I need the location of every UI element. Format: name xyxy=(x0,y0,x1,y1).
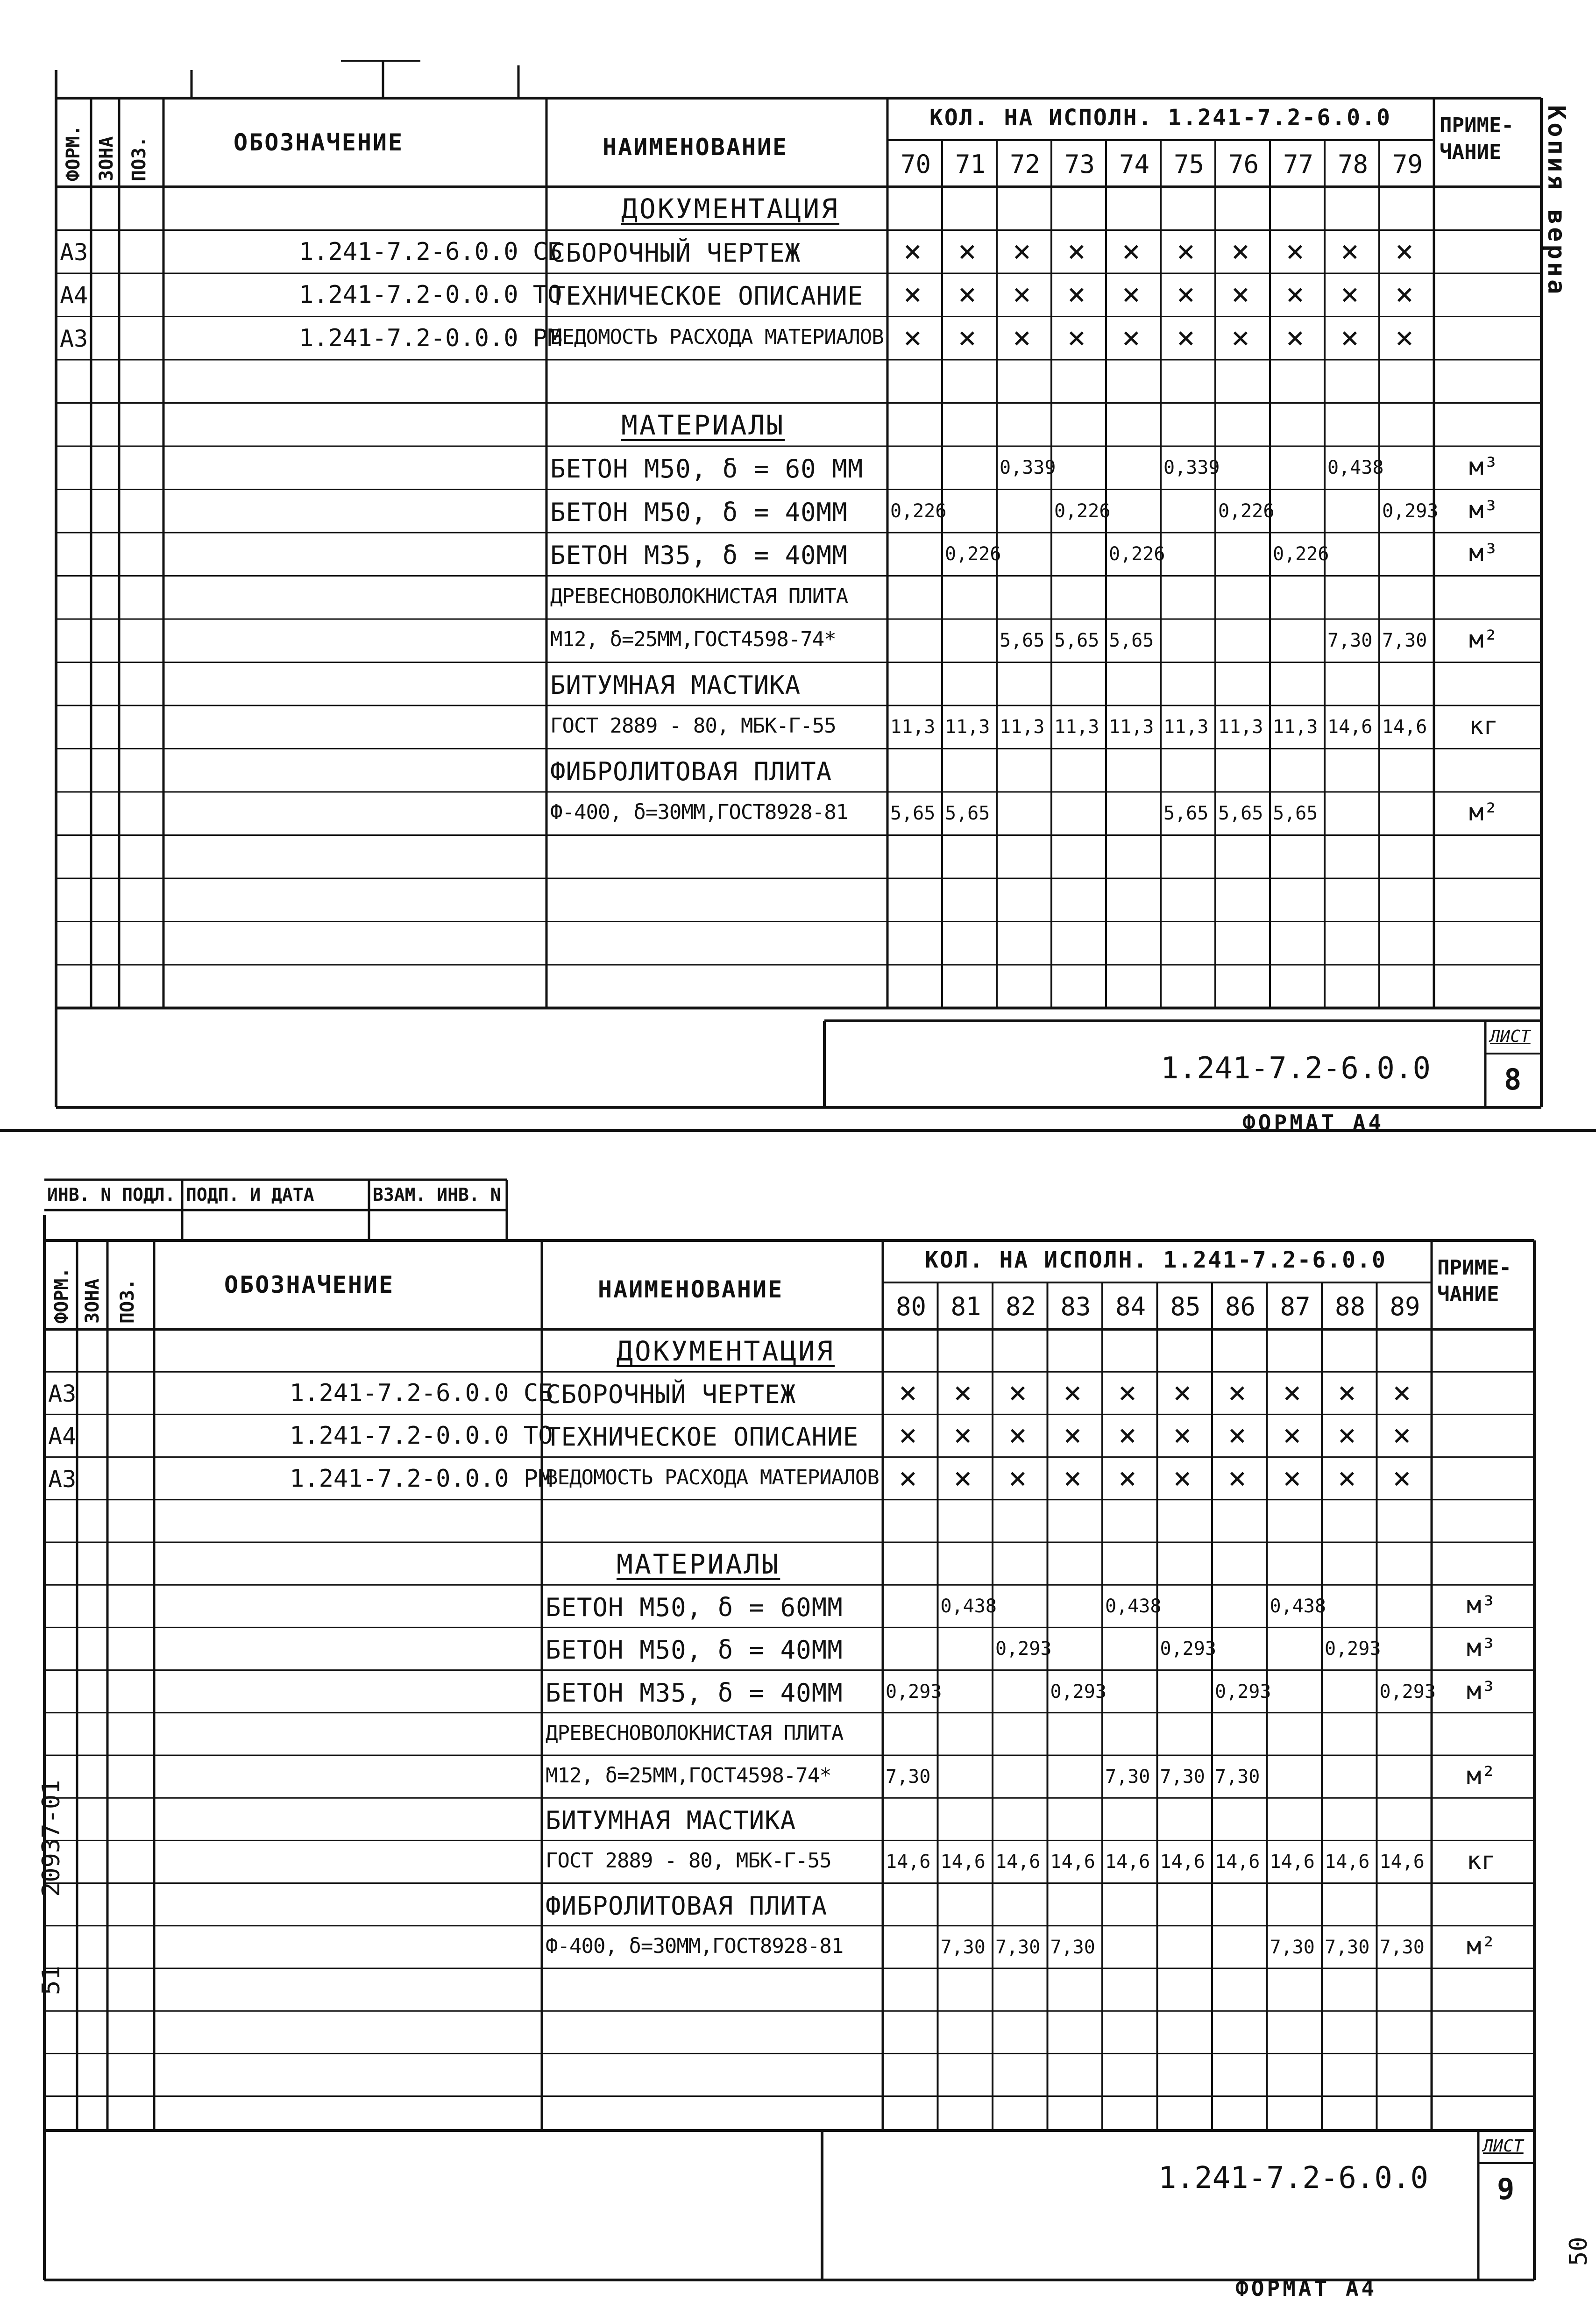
qty-value: 5,65 xyxy=(890,803,936,824)
row-form: А3 xyxy=(48,1380,77,1408)
row-designation: 1.241-7.2-6.0.0 СБ xyxy=(290,1379,553,1408)
header-zone: ЗОНА xyxy=(96,136,117,181)
row-name: ВЕДОМОСТЬ РАСХОДА МАТЕРИАЛОВ xyxy=(546,1465,879,1489)
qty-value: 0,438 xyxy=(1270,1596,1326,1617)
row-form: А4 xyxy=(60,282,88,309)
qty-value: 11,3 xyxy=(1218,716,1263,738)
mark-cross: × xyxy=(1395,319,1414,356)
qty-value: 11,3 xyxy=(1273,716,1318,738)
row-unit: м² xyxy=(1467,1932,1496,1960)
row-name: БЕТОН М50, δ = 60ММ xyxy=(546,1593,843,1623)
qty-value: 14,6 xyxy=(1160,1851,1205,1873)
row-unit: м³ xyxy=(1467,1634,1496,1662)
qty-value: 5,65 xyxy=(1054,630,1099,651)
mark-cross: × xyxy=(899,1417,917,1453)
header-pos: ПОЗ. xyxy=(128,136,150,181)
row-name: БИТУМНАЯ МАСТИКА xyxy=(546,1806,796,1836)
top-label-2: ВЗАМ. ИНВ. N xyxy=(373,1184,501,1205)
header-form: ФОРМ. xyxy=(51,1267,72,1324)
qty-value: 5,65 xyxy=(945,803,990,824)
variant-col-83: 83 xyxy=(1060,1292,1091,1321)
mark-cross: × xyxy=(1283,1417,1302,1453)
mark-cross: × xyxy=(1228,1375,1247,1411)
mark-cross: × xyxy=(903,233,922,269)
row-name: ФИБРОЛИТОВАЯ ПЛИТА xyxy=(550,756,832,786)
row-form: А3 xyxy=(60,238,88,266)
row-name: ФИБРОЛИТОВАЯ ПЛИТА xyxy=(546,1891,828,1921)
mark-cross: × xyxy=(1395,276,1414,312)
row-name: СБОРОЧНЫЙ ЧЕРТЕЖ xyxy=(546,1380,796,1410)
section-heading: МАТЕРИАЛЫ xyxy=(621,409,785,441)
stamp-code: 1.241-7.2-6.0.0 xyxy=(1158,2161,1428,2195)
mark-cross: × xyxy=(1122,276,1141,312)
variant-col-77: 77 xyxy=(1283,150,1314,179)
stamp-code: 1.241-7.2-6.0.0 xyxy=(1161,1051,1431,1086)
mark-cross: × xyxy=(1395,233,1414,269)
qty-value: 7,30 xyxy=(1215,1766,1260,1788)
qty-value: 5,65 xyxy=(1273,803,1318,824)
header-qty-title: КОЛ. НА ИСПОЛН. 1.241-7.2-6.0.0 xyxy=(925,1247,1387,1273)
qty-value: 0,293 xyxy=(1050,1681,1107,1703)
qty-value: 11,3 xyxy=(1000,716,1045,738)
header-qty-title: КОЛ. НА ИСПОЛН. 1.241-7.2-6.0.0 xyxy=(929,105,1391,131)
header-pos: ПОЗ. xyxy=(117,1278,138,1324)
mark-cross: × xyxy=(953,1460,972,1496)
variant-col-85: 85 xyxy=(1170,1292,1201,1321)
mark-cross: × xyxy=(1008,1417,1027,1453)
qty-value: 14,6 xyxy=(1382,716,1427,738)
header-note: ПРИМЕ-ЧАНИЕ xyxy=(1437,1256,1511,1307)
archive-code: 20937-01 xyxy=(37,1780,65,1897)
section-heading: МАТЕРИАЛЫ xyxy=(617,1548,780,1580)
qty-value: 14,6 xyxy=(886,1851,931,1873)
mark-cross: × xyxy=(1122,233,1141,269)
stamp-sheet-number: 8 xyxy=(1504,1062,1522,1097)
mark-cross: × xyxy=(899,1460,917,1496)
variant-col-75: 75 xyxy=(1174,150,1205,179)
header-name: НАИМЕНОВАНИЕ xyxy=(598,1276,784,1303)
mark-cross: × xyxy=(1063,1417,1082,1453)
archive-page-b: 50 xyxy=(1565,2237,1593,2266)
variant-col-86: 86 xyxy=(1225,1292,1256,1321)
row-unit: м³ xyxy=(1467,1591,1496,1620)
row-name: Ф-400, δ=30ММ,ГОСТ8928-81 xyxy=(546,1934,844,1958)
row-unit: м³ xyxy=(1469,453,1498,481)
qty-value: 0,293 xyxy=(1382,500,1439,522)
mark-cross: × xyxy=(899,1375,917,1411)
variant-col-73: 73 xyxy=(1064,150,1095,179)
mark-cross: × xyxy=(903,319,922,356)
variant-col-79: 79 xyxy=(1392,150,1423,179)
row-name: БЕТОН М35, δ = 40ММ xyxy=(550,541,848,570)
row-unit: кг xyxy=(1467,1847,1496,1875)
qty-value: 14,6 xyxy=(940,1851,986,1873)
qty-value: 0,226 xyxy=(1273,543,1329,565)
qty-value: 11,3 xyxy=(1054,716,1099,738)
qty-value: 0,226 xyxy=(1109,543,1165,565)
qty-value: 0,226 xyxy=(890,500,947,522)
mark-cross: × xyxy=(1067,319,1086,356)
row-name: БЕТОН М50, δ = 60 ММ xyxy=(550,454,864,484)
row-name: БИТУМНАЯ МАСТИКА xyxy=(550,670,801,700)
mark-cross: × xyxy=(958,276,977,312)
row-unit: м² xyxy=(1469,798,1498,826)
row-unit: м² xyxy=(1469,626,1498,654)
qty-value: 0,293 xyxy=(886,1681,942,1703)
qty-value: 5,65 xyxy=(1000,630,1045,651)
qty-value: 0,438 xyxy=(1327,457,1384,478)
stamp-sheet-label: ЛИСТ xyxy=(1483,2137,1524,2156)
mark-cross: × xyxy=(1392,1460,1412,1496)
qty-value: 14,6 xyxy=(1327,716,1373,738)
format-label: ФОРМАТ А4 xyxy=(1242,1110,1384,1135)
mark-cross: × xyxy=(1013,319,1031,356)
row-unit: м³ xyxy=(1469,496,1498,524)
qty-value: 0,293 xyxy=(995,1638,1052,1660)
row-name: БЕТОН М50, δ = 40ММ xyxy=(546,1635,843,1665)
qty-value: 7,30 xyxy=(1325,1936,1370,1958)
qty-value: 7,30 xyxy=(1327,630,1373,651)
mark-cross: × xyxy=(1341,233,1359,269)
mark-cross: × xyxy=(1231,233,1250,269)
header-designation: ОБОЗНАЧЕНИЕ xyxy=(234,129,404,156)
qty-value: 0,226 xyxy=(945,543,1001,565)
mark-cross: × xyxy=(1341,276,1359,312)
qty-value: 7,30 xyxy=(940,1936,986,1958)
mark-cross: × xyxy=(1177,319,1195,356)
row-form: А3 xyxy=(60,325,88,352)
variant-col-88: 88 xyxy=(1335,1292,1366,1321)
mark-cross: × xyxy=(1122,319,1141,356)
qty-value: 14,6 xyxy=(995,1851,1041,1873)
stamp-sheet-number: 9 xyxy=(1497,2172,1515,2206)
mark-cross: × xyxy=(1118,1375,1137,1411)
mark-cross: × xyxy=(1286,319,1305,356)
row-name: Ф-400, δ=30ММ,ГОСТ8928-81 xyxy=(550,800,848,824)
variant-col-81: 81 xyxy=(951,1292,981,1321)
mark-cross: × xyxy=(953,1417,972,1453)
qty-value: 5,65 xyxy=(1109,630,1154,651)
qty-value: 14,6 xyxy=(1050,1851,1095,1873)
row-name: БЕТОН М50, δ = 40ММ xyxy=(550,497,848,527)
header-zone: ЗОНА xyxy=(82,1278,103,1324)
qty-value: 0,293 xyxy=(1325,1638,1381,1660)
qty-value: 0,226 xyxy=(1218,500,1275,522)
row-unit: м³ xyxy=(1469,539,1498,567)
row-unit: м² xyxy=(1467,1762,1496,1790)
qty-value: 7,30 xyxy=(995,1936,1041,1958)
stamp-sheet-label: ЛИСТ xyxy=(1490,1027,1531,1046)
variant-col-87: 87 xyxy=(1280,1292,1311,1321)
format-label: ФОРМАТ А4 xyxy=(1235,2276,1377,2301)
qty-value: 5,65 xyxy=(1163,803,1209,824)
mark-cross: × xyxy=(1173,1460,1192,1496)
qty-value: 7,30 xyxy=(1270,1936,1315,1958)
variant-col-71: 71 xyxy=(955,150,986,179)
mark-cross: × xyxy=(1173,1417,1192,1453)
section-heading: ДОКУМЕНТАЦИЯ xyxy=(617,1335,835,1367)
mark-cross: × xyxy=(1177,233,1195,269)
row-designation: 1.241-7.2-0.0.0 РМ xyxy=(290,1464,553,1493)
row-name: ВЕДОМОСТЬ РАСХОДА МАТЕРИАЛОВ xyxy=(550,325,884,349)
row-name: ТЕХНИЧЕСКОЕ ОПИСАНИЕ xyxy=(550,281,864,311)
variant-col-72: 72 xyxy=(1010,150,1041,179)
qty-value: 7,30 xyxy=(1379,1936,1425,1958)
qty-value: 0,293 xyxy=(1379,1681,1436,1703)
qty-value: 11,3 xyxy=(945,716,990,738)
qty-value: 14,6 xyxy=(1379,1851,1425,1873)
row-name: ТЕХНИЧЕСКОЕ ОПИСАНИЕ xyxy=(546,1422,859,1452)
qty-value: 11,3 xyxy=(890,716,936,738)
mark-cross: × xyxy=(1341,319,1359,356)
mark-cross: × xyxy=(1173,1375,1192,1411)
qty-value: 0,226 xyxy=(1054,500,1111,522)
mark-cross: × xyxy=(1283,1460,1302,1496)
qty-value: 14,6 xyxy=(1105,1851,1150,1873)
header-name: НАИМЕНОВАНИЕ xyxy=(603,134,788,161)
mark-cross: × xyxy=(1338,1375,1356,1411)
mark-cross: × xyxy=(1286,276,1305,312)
qty-value: 14,6 xyxy=(1215,1851,1260,1873)
qty-value: 11,3 xyxy=(1163,716,1209,738)
qty-value: 14,6 xyxy=(1325,1851,1370,1873)
row-form: А3 xyxy=(48,1465,77,1493)
mark-cross: × xyxy=(1283,1375,1302,1411)
mark-cross: × xyxy=(1013,233,1031,269)
qty-value: 0,293 xyxy=(1160,1638,1216,1660)
mark-cross: × xyxy=(1228,1417,1247,1453)
mark-cross: × xyxy=(1177,276,1195,312)
row-name: ДРЕВЕСНОВОЛОКНИСТАЯ ПЛИТА xyxy=(550,584,848,608)
qty-value: 0,293 xyxy=(1215,1681,1271,1703)
row-name: М12, δ=25ММ,ГОСТ4598-74* xyxy=(546,1764,831,1788)
row-name: БЕТОН М35, δ = 40ММ xyxy=(546,1678,843,1708)
header-note: ПРИМЕ-ЧАНИЕ xyxy=(1440,114,1514,164)
qty-value: 0,438 xyxy=(1105,1596,1162,1617)
qty-value: 0,339 xyxy=(1000,457,1056,478)
mark-cross: × xyxy=(1063,1460,1082,1496)
mark-cross: × xyxy=(1118,1417,1137,1453)
mark-cross: × xyxy=(1286,233,1305,269)
mark-cross: × xyxy=(1338,1417,1356,1453)
header-form: ФОРМ. xyxy=(63,125,84,181)
qty-value: 7,30 xyxy=(1160,1766,1205,1788)
mark-cross: × xyxy=(1008,1460,1027,1496)
qty-value: 11,3 xyxy=(1109,716,1154,738)
variant-col-89: 89 xyxy=(1390,1292,1420,1321)
archive-page-a: 51 xyxy=(37,1966,65,1995)
row-designation: 1.241-7.2-6.0.0 СБ xyxy=(299,237,562,266)
mark-cross: × xyxy=(1338,1460,1356,1496)
qty-value: 14,6 xyxy=(1270,1851,1315,1873)
variant-col-78: 78 xyxy=(1338,150,1369,179)
row-unit: кг xyxy=(1469,712,1498,740)
mark-cross: × xyxy=(1392,1417,1412,1453)
row-unit: м³ xyxy=(1467,1676,1496,1705)
qty-value: 0,438 xyxy=(940,1596,997,1617)
mark-cross: × xyxy=(958,319,977,356)
qty-value: 0,339 xyxy=(1163,457,1220,478)
row-form: А4 xyxy=(48,1423,77,1450)
row-designation: 1.241-7.2-0.0.0 РМ xyxy=(299,324,562,352)
row-name: ДРЕВЕСНОВОЛОКНИСТАЯ ПЛИТА xyxy=(546,1721,844,1745)
variant-col-70: 70 xyxy=(901,150,931,179)
section-heading: ДОКУМЕНТАЦИЯ xyxy=(621,193,840,225)
qty-value: 7,30 xyxy=(1382,630,1427,651)
top-label-1: ПОДП. И ДАТА xyxy=(186,1184,314,1205)
row-designation: 1.241-7.2-0.0.0 ТО xyxy=(290,1422,553,1450)
mark-cross: × xyxy=(1067,233,1086,269)
qty-value: 7,30 xyxy=(886,1766,931,1788)
variant-col-74: 74 xyxy=(1119,150,1150,179)
top-label-0: ИНВ. N ПОДЛ. xyxy=(47,1184,176,1205)
qty-value: 7,30 xyxy=(1050,1936,1095,1958)
header-designation: ОБОЗНАЧЕНИЕ xyxy=(224,1271,395,1298)
variant-col-84: 84 xyxy=(1115,1292,1146,1321)
qty-value: 7,30 xyxy=(1105,1766,1150,1788)
row-name: ГОСТ 2889 - 80, МБК-Г-55 xyxy=(550,714,836,738)
copy-verified-label: Копия верна xyxy=(1542,105,1570,297)
mark-cross: × xyxy=(953,1375,972,1411)
mark-cross: × xyxy=(903,276,922,312)
row-name: СБОРОЧНЫЙ ЧЕРТЕЖ xyxy=(550,238,801,268)
row-name: ГОСТ 2889 - 80, МБК-Г-55 xyxy=(546,1849,831,1873)
mark-cross: × xyxy=(1392,1375,1412,1411)
mark-cross: × xyxy=(1231,276,1250,312)
mark-cross: × xyxy=(958,233,977,269)
mark-cross: × xyxy=(1063,1375,1082,1411)
variant-col-80: 80 xyxy=(896,1292,927,1321)
row-designation: 1.241-7.2-0.0.0 ТО xyxy=(299,281,562,309)
qty-value: 5,65 xyxy=(1218,803,1263,824)
variant-col-76: 76 xyxy=(1228,150,1259,179)
mark-cross: × xyxy=(1008,1375,1027,1411)
mark-cross: × xyxy=(1067,276,1086,312)
row-name: М12, δ=25ММ,ГОСТ4598-74* xyxy=(550,627,836,651)
mark-cross: × xyxy=(1013,276,1031,312)
mark-cross: × xyxy=(1231,319,1250,356)
mark-cross: × xyxy=(1228,1460,1247,1496)
mark-cross: × xyxy=(1118,1460,1137,1496)
variant-col-82: 82 xyxy=(1006,1292,1036,1321)
